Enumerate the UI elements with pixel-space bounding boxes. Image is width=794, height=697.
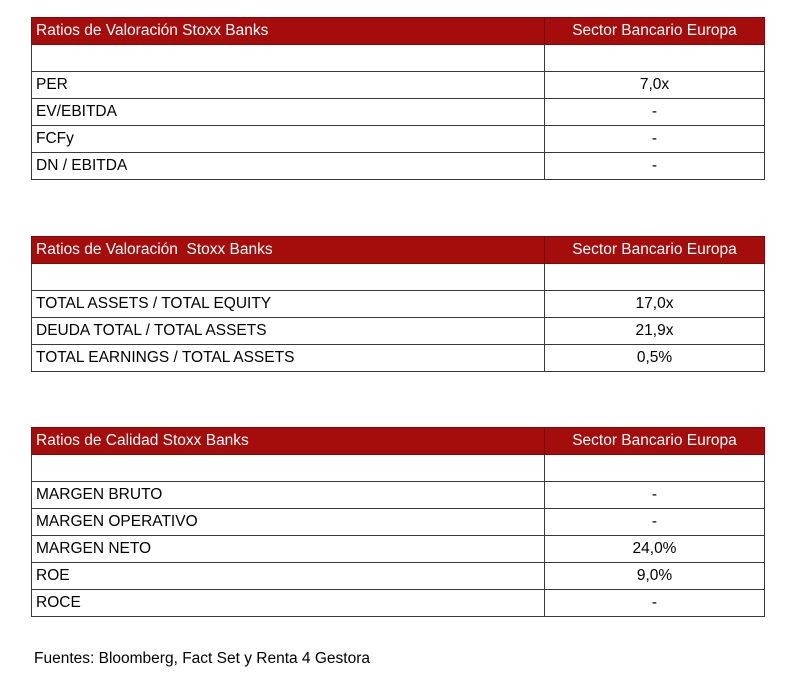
row-label: TOTAL EARNINGS / TOTAL ASSETS <box>32 345 545 372</box>
table-row <box>32 126 765 153</box>
row-label: FCFy <box>32 126 545 153</box>
row-label: ROCE <box>32 590 545 617</box>
table-row <box>32 509 765 536</box>
row-label: ROE <box>32 563 545 590</box>
table-row <box>32 72 765 99</box>
row-value: - <box>545 482 765 509</box>
row-label: MARGEN OPERATIVO <box>32 509 545 536</box>
table-header-row <box>32 18 765 45</box>
table-header-row <box>32 428 765 455</box>
row-value: 0,5% <box>545 345 765 372</box>
row-label: TOTAL ASSETS / TOTAL EQUITY <box>32 291 545 318</box>
row-value: 24,0% <box>545 536 765 563</box>
table-header-value: Sector Bancario Europa <box>545 237 765 264</box>
table-row <box>32 45 765 72</box>
row-value: - <box>545 590 765 617</box>
row-label <box>32 45 545 72</box>
table-header-label: Ratios de Valoración Stoxx Banks <box>32 18 545 45</box>
row-label <box>32 455 545 482</box>
row-value: - <box>545 509 765 536</box>
row-value: 17,0x <box>545 291 765 318</box>
quality-ratios-table <box>31 427 765 617</box>
row-label: DN / EBITDA <box>32 153 545 180</box>
row-value: 21,9x <box>545 318 765 345</box>
source-note: Fuentes: Bloomberg, Fact Set y Renta 4 Gestora <box>34 650 370 667</box>
balance-ratios-table <box>31 236 765 372</box>
table-header-row <box>32 237 765 264</box>
table-row <box>32 563 765 590</box>
table-header-value: Sector Bancario Europa <box>545 428 765 455</box>
table-header-label: Ratios de Valoración Stoxx Banks <box>32 237 545 264</box>
row-label <box>32 264 545 291</box>
table-row <box>32 264 765 291</box>
table-row <box>32 99 765 126</box>
row-label: MARGEN BRUTO <box>32 482 545 509</box>
row-value: - <box>545 153 765 180</box>
row-label: MARGEN NETO <box>32 536 545 563</box>
row-value: 9,0% <box>545 563 765 590</box>
table-row <box>32 590 765 617</box>
row-value: - <box>545 99 765 126</box>
row-value <box>545 455 765 482</box>
table-row <box>32 482 765 509</box>
table-row <box>32 153 765 180</box>
table-row <box>32 536 765 563</box>
row-value <box>545 264 765 291</box>
table-row <box>32 345 765 372</box>
table-row <box>32 318 765 345</box>
table-row <box>32 455 765 482</box>
table-header-label: Ratios de Calidad Stoxx Banks <box>32 428 545 455</box>
row-label: DEUDA TOTAL / TOTAL ASSETS <box>32 318 545 345</box>
table-row <box>32 291 765 318</box>
row-value: - <box>545 126 765 153</box>
row-value: 7,0x <box>545 72 765 99</box>
valuation-ratios-table <box>31 17 765 180</box>
row-label: PER <box>32 72 545 99</box>
table-header-value: Sector Bancario Europa <box>545 18 765 45</box>
row-label: EV/EBITDA <box>32 99 545 126</box>
row-value <box>545 45 765 72</box>
